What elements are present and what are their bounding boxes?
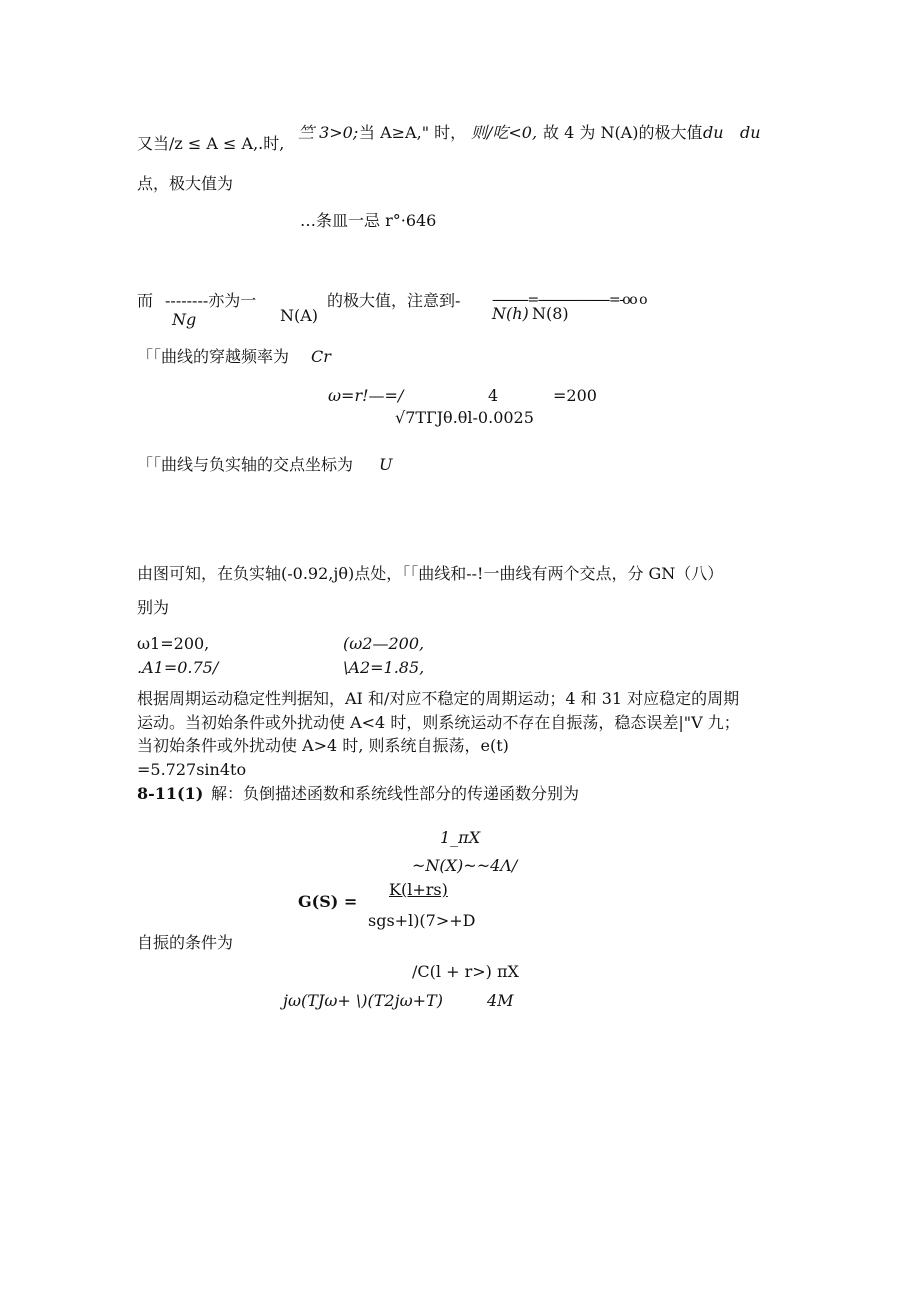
text-line-7: 「「曲线与负实轴的交点坐标为	[137, 455, 354, 474]
text-line-1e: 故 4 为 N(A)的极大值	[543, 123, 703, 142]
text-line-5: 「「曲线的穿越频率为	[137, 347, 290, 366]
text-cr: Cr	[311, 347, 331, 366]
a2-value: \A2=1.85,	[343, 658, 425, 677]
text-line-2: 点，极大值为	[137, 174, 234, 193]
text-line-1d: 则/吃<0,	[471, 123, 538, 142]
text-line-3: …条皿一忌 r°·646	[300, 211, 437, 230]
omega2-value: (ω2—200,	[343, 634, 425, 653]
text-ng: Ng	[172, 310, 197, 329]
paragraph-line-2: 运动。当初始条件或外扰动使 A<4 时，则系统运动不存在自振荡，稳态误差|"V 九；	[137, 713, 740, 732]
problem-number: 8-11(1)	[137, 784, 204, 803]
text-line-12: 自振的条件为	[137, 933, 234, 952]
text-line-4c: 的极大值，注意到-	[327, 291, 461, 310]
text-u: U	[379, 455, 393, 474]
formula2-lhs: G(S) =	[298, 892, 358, 911]
text-line-9: 别为	[137, 598, 170, 617]
formula-omega-num: 4	[488, 386, 499, 405]
formula-omega-lhs: ω=r!—=/	[328, 386, 404, 405]
formula2-numerator: K(l+rs)	[389, 880, 448, 899]
a1-value: .A1=0.75/	[137, 658, 219, 677]
problem-intro: 解：负倒描述函数和系统线性部分的传递函数分别为	[211, 784, 580, 803]
formula2-denominator: sgs+l)(7>+D	[368, 911, 476, 930]
text-nh: N(h)	[492, 304, 529, 323]
omega1-value: ω1=200,	[137, 634, 210, 653]
paragraph-line-4: =5.727sin4to	[137, 760, 247, 779]
formula-omega-den: √7TГJθ.θl-0.0025	[395, 408, 534, 427]
text-line-4b: --------亦为一	[165, 291, 257, 310]
text-line-4a: 而	[137, 291, 154, 310]
text-line-1c: 当 A≥A," 时，	[359, 123, 467, 142]
formula1-denominator: ~N(X)~~4Λ/	[412, 856, 518, 875]
paragraph-line-1: 根据周期运动稳定性判据知，AI 和/对应不稳定的周期运动；4 和 31 对应稳定的周期	[137, 689, 740, 708]
formula-omega-result: =200	[553, 386, 597, 405]
text-line-4d: -----------=----------------------=-oo o	[492, 292, 647, 308]
text-n8: N(8)	[532, 304, 569, 323]
text-line-1g: du	[740, 123, 761, 142]
formula3-numerator: /C(l + r>) πX	[412, 962, 519, 981]
text-line-1b: 竺 3>0;	[298, 123, 359, 142]
formula3-denominator: jω(TJω+ \)(T2jω+T)	[283, 991, 443, 1010]
formula3-rhs-denominator: 4M	[487, 991, 514, 1010]
paragraph-line-3: 当初始条件或外扰动使 A>4 时, 则系统自振荡，e(t)	[137, 736, 509, 755]
formula1-numerator: 1_πX	[440, 828, 481, 847]
text-line-1f: du	[703, 123, 724, 142]
text-na: N(A)	[280, 306, 319, 325]
text-line-8: 由图可知，在负实轴(-0.92,jθ)点处，「「曲线和--!一曲线有两个交点，分 GN（八）	[137, 564, 724, 583]
text-line-1a: 又当/z ≤ A ≤ A,.时,	[137, 134, 285, 153]
